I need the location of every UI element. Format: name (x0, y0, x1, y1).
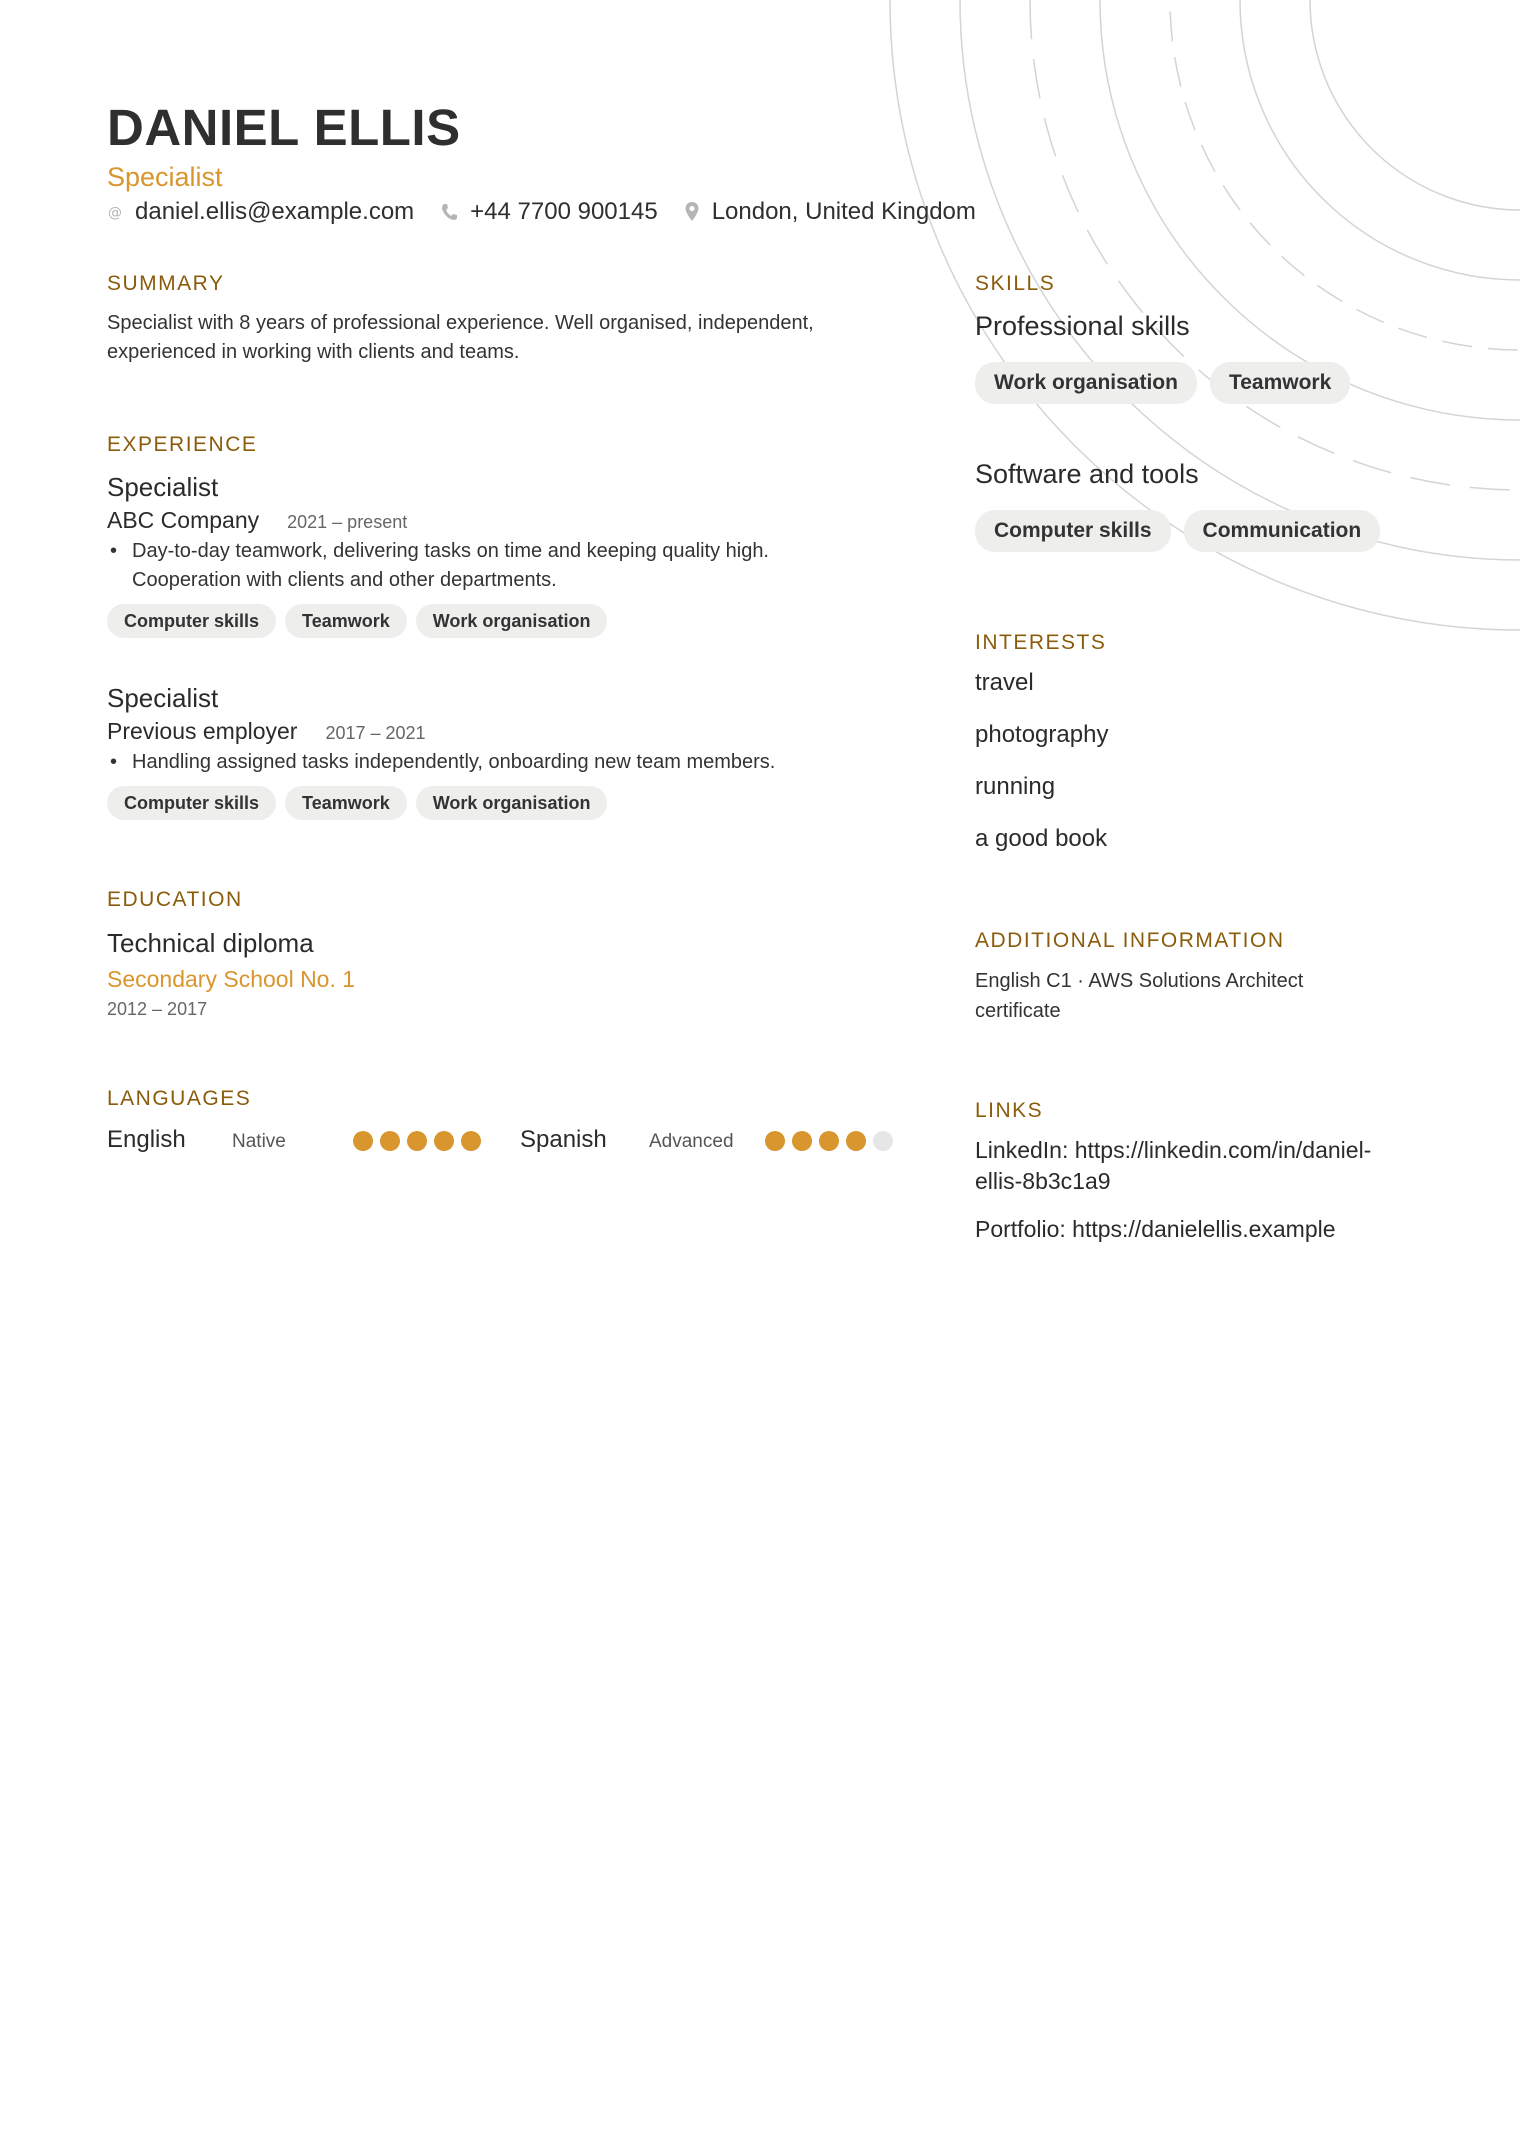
links-heading: LINKS (975, 1099, 1044, 1122)
contact-email[interactable] (107, 198, 414, 226)
skill-tag: Teamwork (285, 786, 407, 820)
job-company: ABC Company (107, 507, 260, 533)
education-dates: 2012 – 2017 (107, 999, 208, 1019)
location-pin-icon (684, 201, 700, 223)
interest-item: a good book (975, 825, 1108, 852)
rating-dot-filled (434, 1131, 454, 1151)
email-text: daniel.ellis@example.com (135, 198, 415, 225)
job-bullet (107, 537, 769, 595)
contact-location (684, 198, 976, 226)
bullet-line-2: Cooperation with clients and other departments. (132, 569, 557, 591)
interest-item: travel (975, 669, 1034, 696)
language-level: Native (232, 1131, 286, 1152)
skill-pill: Computer skills (975, 510, 1171, 552)
summary-line-2: experienced in working with clients and teams. (107, 341, 520, 363)
language-rating (765, 1131, 900, 1151)
job-role: Specialist (107, 683, 219, 713)
job-company: Previous employer (107, 718, 298, 744)
skill-pill: Communication (1184, 510, 1381, 552)
job-dates: 2017 – 2021 (325, 723, 426, 743)
contact-row (107, 198, 1002, 226)
linkedin-line-1: LinkedIn: https://linkedin.com/in/daniel- (975, 1137, 1372, 1163)
rating-dot-filled (380, 1131, 400, 1151)
rating-dot-filled (819, 1131, 839, 1151)
experience-heading: EXPERIENCE (107, 433, 258, 456)
skill-tag: Work organisation (416, 786, 608, 820)
candidate-title: Specialist (107, 162, 223, 192)
skill-tag: Work organisation (416, 604, 608, 638)
phone-text: +44 7700 900145 (470, 198, 658, 225)
at-sign-icon (107, 204, 123, 220)
skill-group-title: Professional skills (975, 311, 1190, 341)
linkedin-line-2: ellis-8b3c1a9 (975, 1168, 1111, 1194)
skill-group (975, 311, 1363, 404)
job-dates: 2021 – present (287, 512, 408, 532)
rating-dot-filled (353, 1131, 373, 1151)
rating-dot-filled (461, 1131, 481, 1151)
summary-line-1: Specialist with 8 years of professional experience. Well organised, independent, (107, 312, 814, 334)
interests-heading: INTERESTS (975, 631, 1107, 654)
skill-group-title: Software and tools (975, 459, 1199, 489)
skill-group-items (975, 510, 1393, 552)
candidate-name: DANIEL ELLIS (107, 99, 461, 156)
bullet-line-1: • Day-to-day teamwork, delivering tasks on time and keeping quality high. (132, 540, 769, 562)
job-tags (107, 604, 769, 638)
phone-icon (440, 202, 458, 222)
links-list (975, 1135, 1371, 1245)
summary-heading: SUMMARY (107, 272, 225, 295)
location-text: London, United Kingdom (711, 198, 976, 225)
language-name: Spanish (520, 1126, 607, 1153)
education-heading: EDUCATION (107, 888, 243, 911)
skill-tag: Teamwork (285, 604, 407, 638)
skill-tag: Computer skills (107, 786, 276, 820)
job-role: Specialist (107, 472, 219, 502)
interests-list (975, 657, 1108, 865)
bullet-line-1: • Handling assigned tasks independently, onboarding new team members. (132, 751, 776, 773)
additional-text (975, 966, 1303, 1026)
company-row (107, 507, 769, 534)
language-level: Advanced (649, 1131, 734, 1152)
job-bullet (107, 748, 775, 777)
skill-pill: Teamwork (1210, 362, 1350, 404)
language-rating (353, 1131, 488, 1151)
portfolio-link[interactable]: Portfolio: https://danielellis.example (975, 1216, 1336, 1242)
languages-row (107, 1126, 907, 1158)
additional-line-2: certificate (975, 1000, 1061, 1022)
languages-heading: LANGUAGES (107, 1087, 252, 1110)
rating-dot-filled (792, 1131, 812, 1151)
skills-heading: SKILLS (975, 272, 1056, 295)
experience-entry (107, 683, 775, 820)
rating-dot-filled (765, 1131, 785, 1151)
rating-dot-filled (846, 1131, 866, 1151)
summary-text (107, 309, 814, 367)
skill-group-items (975, 362, 1363, 404)
education-entry (107, 928, 355, 1020)
education-school: Secondary School No. 1 (107, 966, 356, 992)
rating-dot-empty (873, 1131, 893, 1151)
education-degree: Technical diploma (107, 928, 314, 958)
interest-item: photography (975, 721, 1109, 748)
company-row (107, 718, 775, 745)
skill-pill: Work organisation (975, 362, 1197, 404)
rating-dot-filled (407, 1131, 427, 1151)
skill-group (975, 459, 1393, 552)
job-tags (107, 786, 775, 820)
contact-phone[interactable] (440, 198, 658, 226)
additional-line-1: English C1 · AWS Solutions Architect (975, 970, 1304, 992)
skill-tag: Computer skills (107, 604, 276, 638)
experience-entry (107, 472, 769, 638)
language-name: English (107, 1126, 186, 1153)
interest-item: running (975, 773, 1056, 800)
linkedin-link[interactable] (975, 1135, 1371, 1197)
svg-text:@: @ (108, 205, 122, 220)
additional-heading: ADDITIONAL INFORMATION (975, 929, 1285, 952)
